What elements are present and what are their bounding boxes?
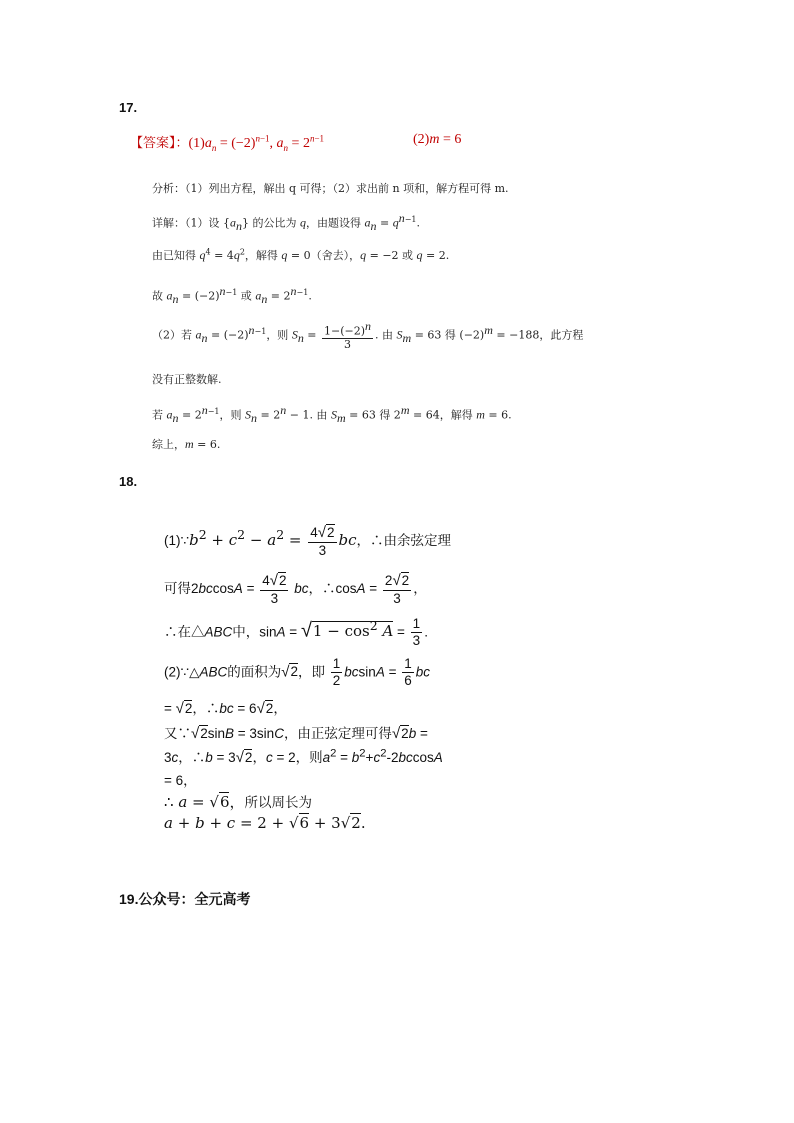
- detail-line-3: 故 $a_n = (-2)^{n-1}$ 或 $a_n = 2^{n-1}$.: [152, 284, 312, 306]
- detail-line-6: 若 $a_n = 2^{n-1}$，则 $S_n = 2^n - 1$. 由 $S_m = 63$ 得 $2^m = 64$，解得 m = 6.: [152, 403, 512, 425]
- q18-line-8: = 6，: [164, 773, 197, 788]
- detail-line-2: 由已知得 $q^4 = 4q^2$，解得 q = 0（舍去），q = −2 或 q = 2.: [152, 247, 450, 262]
- analysis-line: 分析：（1）列出方程，解出 q 可得；（2）求出前 n 项和，解方程可得 m.: [152, 182, 509, 195]
- answer-line-17: [130, 132, 462, 153]
- answer-part-1: $(1)a_n = (-2)^{n-1}$, $a_n = 2^{n-1}$: [188, 133, 325, 153]
- question-number-18: 18.: [119, 474, 138, 489]
- q18-line-4: (2)∵△ABC的面积为√2，即 $\frac{1}{2}$ bcsinA = $\frac{1}{6}$ bc: [164, 656, 430, 689]
- q18-line-10: a + b + c = 2 + √6 + 3√2.: [164, 814, 366, 832]
- question-19-line: 19.公众号：全元高考: [119, 891, 251, 907]
- answer-label: 【答案】：: [130, 136, 189, 151]
- q18-line-7: 3c，∴b = 3√2，c = 2，则$a^2 = b^2+c^2-2bccosA$: [164, 747, 443, 766]
- q18-line-5: = √2，∴bc = 6√2，: [164, 700, 287, 717]
- q18-line-3: ∴在△ABC中，$\sin A = √1 - \cos^2 A$ = $\frac{1}{3}$ .: [164, 616, 428, 649]
- detail-line-7: 综上，m = 6.: [152, 437, 221, 451]
- question-number-17: 17.: [119, 100, 138, 115]
- q18-line-9: ∴ a = √6，所以周长为: [164, 793, 312, 811]
- detail-line-4: （2）若 $a_n = (-2)^{n-1}$，则 $S_n$ = $\frac{1-(-2)^n}{3}$ . 由 $S_m = 63$ 得 $(-2)^m = -188$，此方程: [152, 319, 584, 351]
- q18-line-2: 可得2bccosA = $\frac{4√2}{3}$ bc，∴cosA = $\frac{2√2}{3}$ ，: [164, 572, 427, 606]
- detail-line-5: 没有正整数解.: [152, 373, 222, 386]
- q18-line-6: 又∵√2sinB = 3sinC，由正弦定理可得√2b =: [164, 725, 428, 742]
- q18-line-1: $(1)\because b^2 + c^2 - a^2$ = $\frac{4√2}{3}$ bc，∴由余弦定理: [164, 524, 452, 558]
- detail-line-1: 详解：（1）设 $\{a_n\}$ 的公比为 q，由题设得 $a_n = q^{n-1}$.: [152, 211, 421, 233]
- answer-part-2: (2)m = 6: [413, 132, 462, 147]
